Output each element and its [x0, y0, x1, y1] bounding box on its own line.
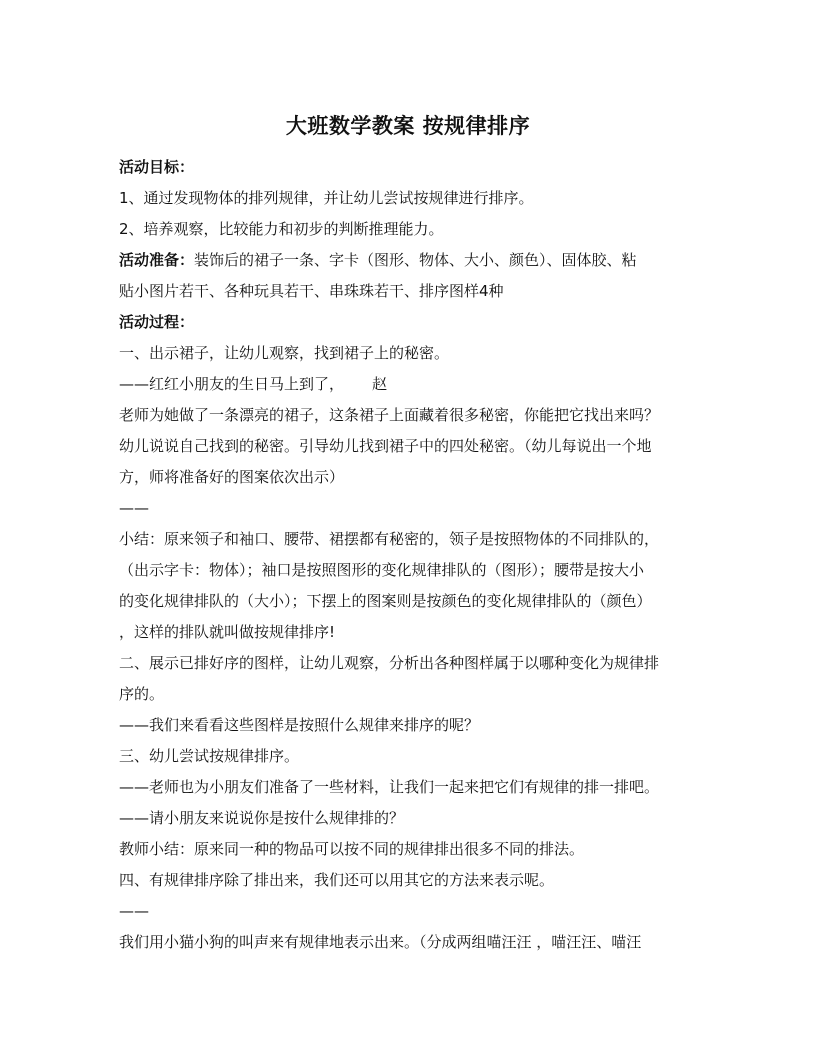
document-title: 大班数学教案 按规律排序 [285, 113, 531, 138]
dash-separator: —— [119, 902, 149, 920]
process-line: 幼儿说说自己找到的秘密。引导幼儿找到裙子中的四处秘密。（幼儿每说出一个地 [119, 437, 652, 455]
process-line: （出示字卡：物体）；袖口是按照图形的变化规律排队的（图形）；腰带是按大小 [119, 561, 645, 579]
birthday-line [119, 369, 704, 400]
process-line: 教师小结：原来同一种的物品可以按不同的规律排出很多不同的排法。 [119, 840, 585, 858]
objectives-heading: 活动目标： [119, 158, 195, 176]
preparation-heading: 活动准备： [119, 251, 195, 269]
process-line: 二、展示已排好序的图样，让幼儿观察，分析出各种图样属于以哪种变化为规律排 [119, 654, 660, 672]
process-line: 一、出示裙子，让幼儿观察，找到裙子上的秘密。 [119, 344, 450, 362]
document-body [119, 152, 704, 958]
process-line: 的变化规律排队的（大小）；下摆上的图案则是按颜色的变化规律排队的（颜色） [119, 592, 652, 610]
dash-separator: —— [119, 499, 149, 517]
process-line: ——请小朋友来说说你是按什么规律排的？ [119, 809, 405, 827]
preparation-text-line-1: 装饰后的裙子一条、字卡（图形、物体、大小、颜色）、固体胶、粘 [194, 251, 637, 269]
process-line: 小结：原来领子和袖口、腰带、裙摆都有秘密的，领子是按照物体的不同排队的， [119, 530, 660, 548]
process-heading: 活动过程： [119, 313, 195, 331]
objective-item-1: 1、通过发现物体的排列规律，并让幼儿尝试按规律进行排序。 [119, 189, 534, 207]
preparation-text-line-2: 贴小图片若干、各种玩具若干、串珠珠若干、排序图样4种 [119, 282, 504, 300]
process-line: ——我们来看看这些图样是按照什么规律来排序的呢？ [119, 716, 480, 734]
process-line: 方，师将准备好的图案依次出示） [119, 468, 345, 486]
process-line: 序的。 [119, 685, 165, 703]
birthday-line-name: 赵 [372, 375, 388, 393]
process-line: 老师为她做了一条漂亮的裙子，这条裙子上面藏着很多秘密，你能把它找出来吗？ [119, 406, 660, 424]
process-line: 四、有规律排序除了排出来，我们还可以用其它的方法来表示呢。 [119, 871, 555, 889]
process-line: 我们用小猫小狗的叫声来有规律地表示出来。（分成两组喵汪汪 ，喵汪汪、喵汪 [119, 933, 642, 951]
process-line: ，这样的排队就叫做按规律排序! [119, 623, 336, 641]
process-line: ——老师也为小朋友们准备了一些材料，让我们一起来把它们有规律的排一排吧。 [119, 778, 660, 796]
process-line: 三、幼儿尝试按规律排序。 [119, 747, 300, 765]
preparation-paragraph [119, 245, 704, 276]
birthday-line-text: ——红红小朋友的生日马上到了， [119, 375, 345, 393]
objective-item-2: 2、培养观察，比较能力和初步的判断推理能力。 [119, 220, 444, 238]
